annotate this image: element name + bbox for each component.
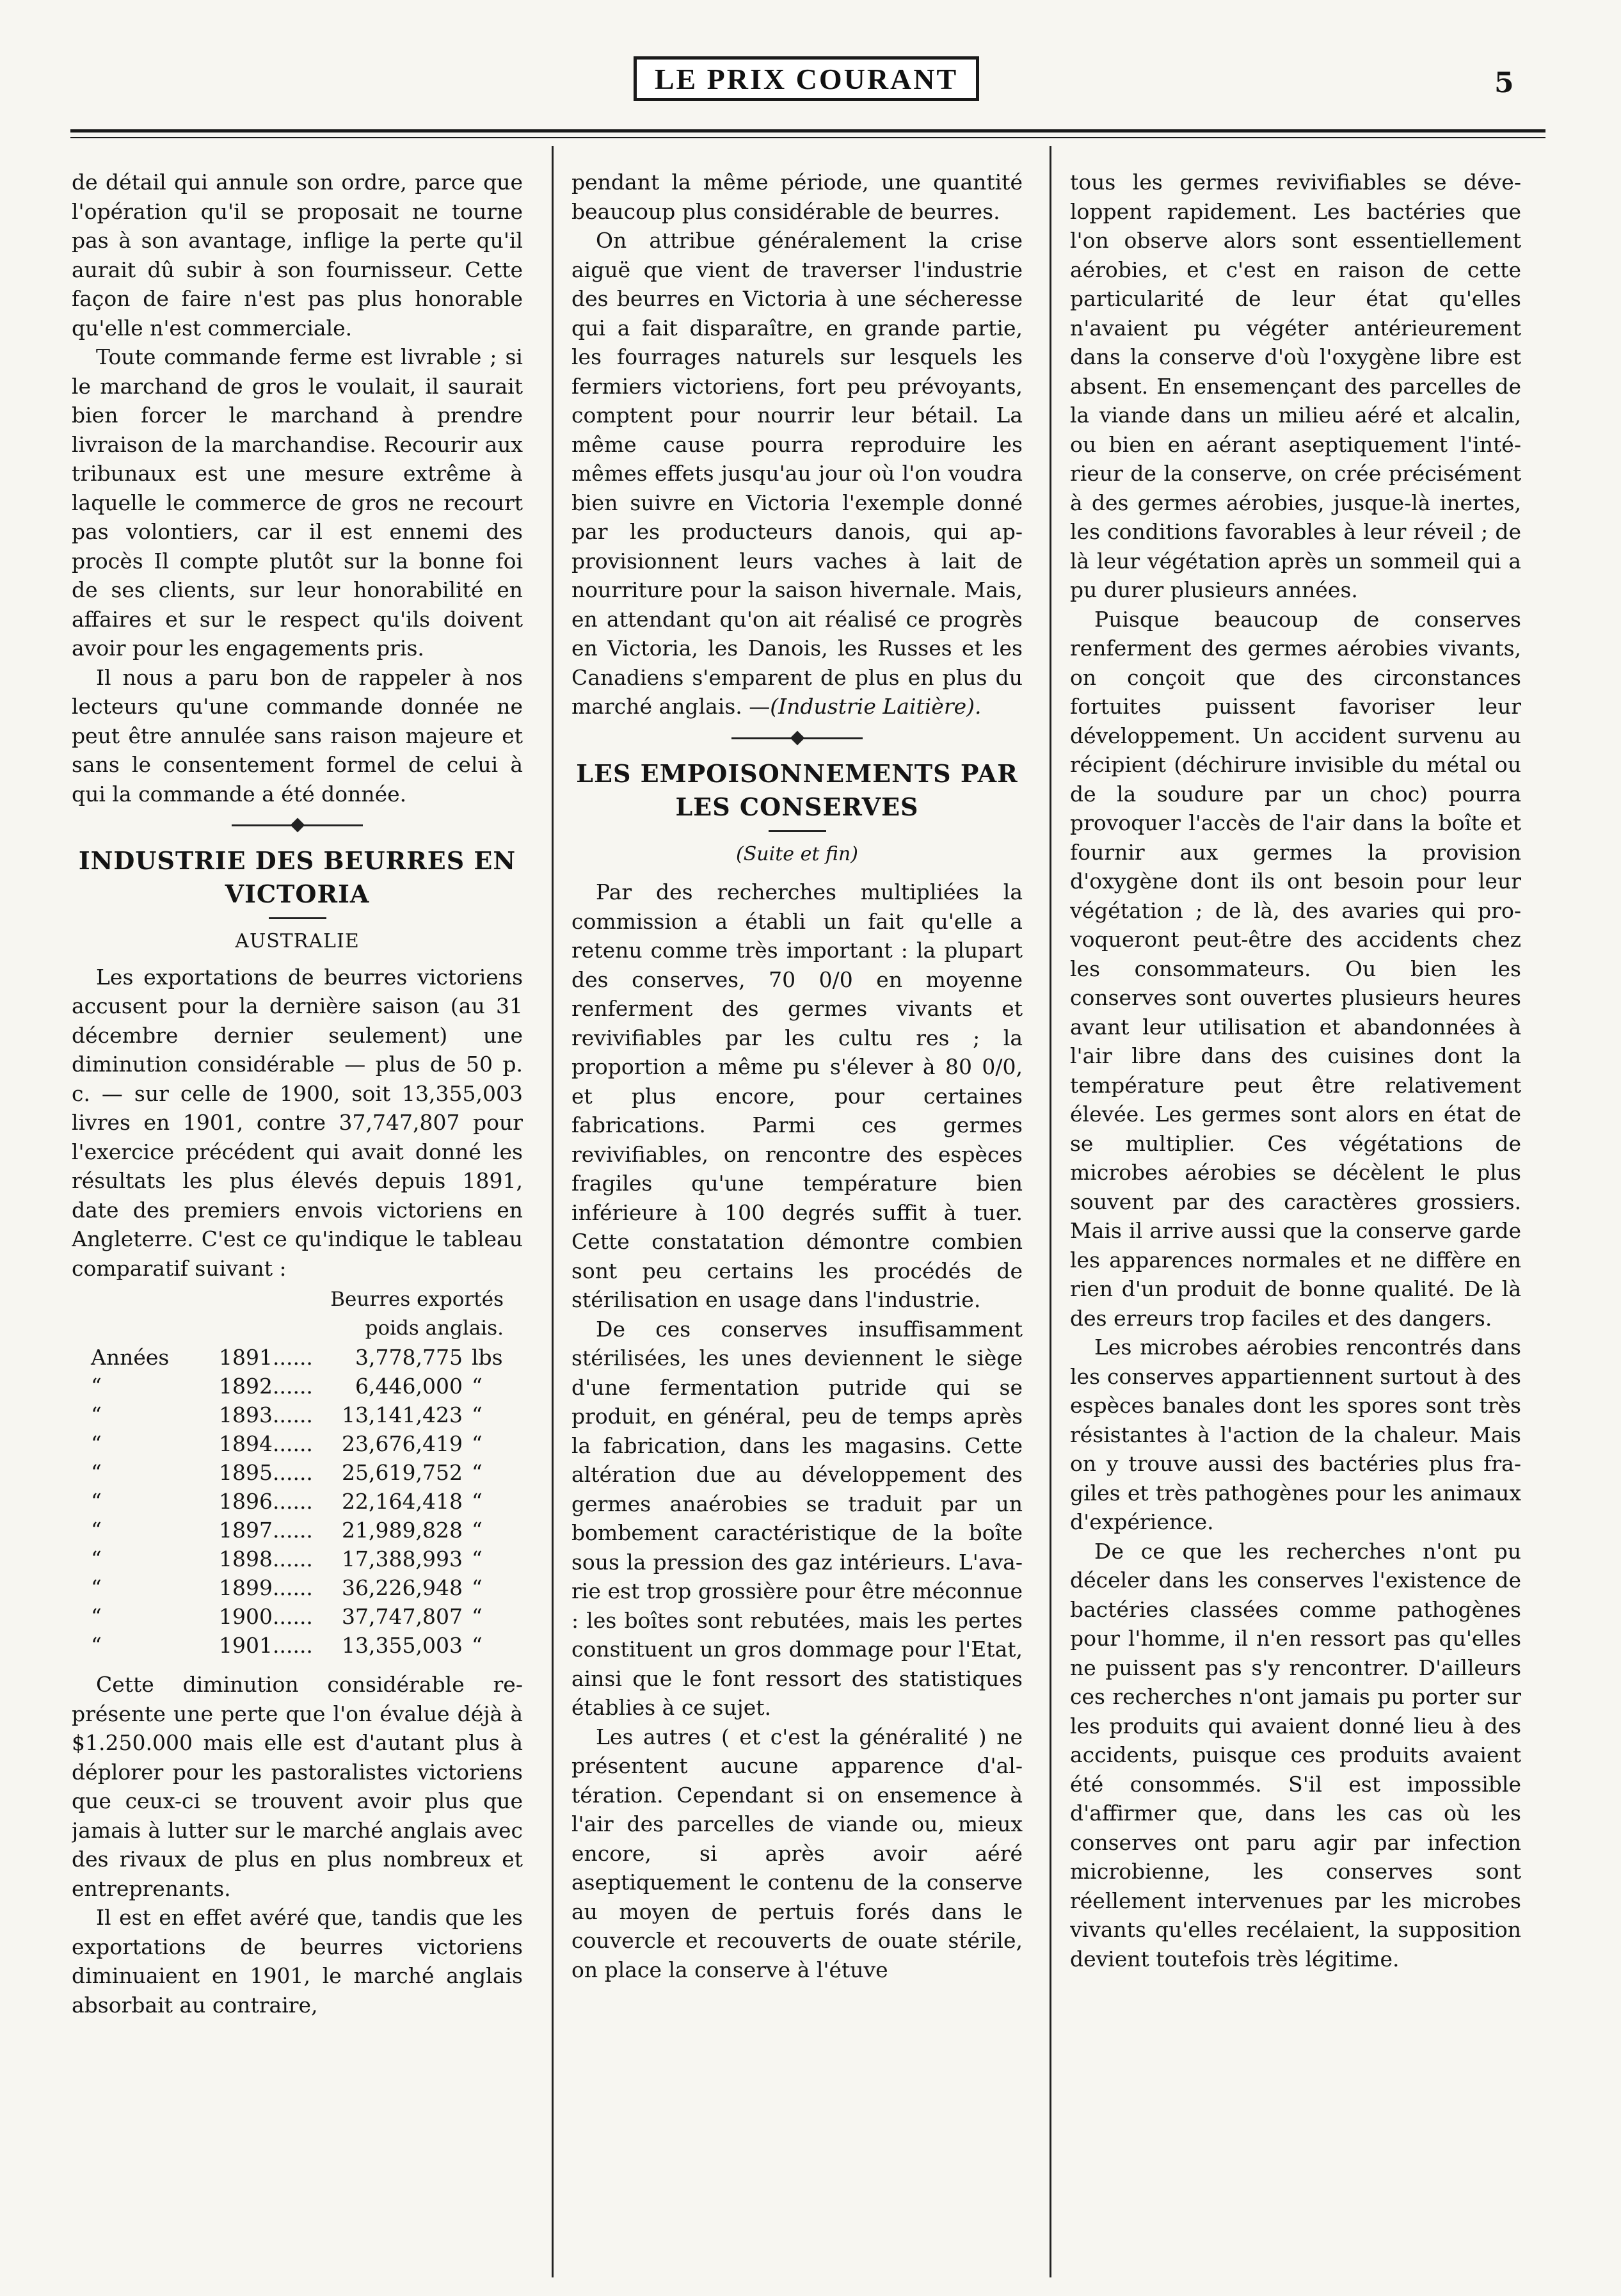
paragraph-text: On attribue généralement la crise aiguë que vient de traverser l'industrie des beurres en Victoria à une sécheresse qui a fait disparaître, en grande partie, les fourrages naturels sur lesquels les fermiers victoriens, fort peu prévoyants, comptent pour nourrir leur bétail. La même cause pourra reproduire les mêmes effets jusqu'au jour où l'on voudra bien suivre en Victoria l'exemple donné par les producteurs danois, qui approvisionnent leurs vaches à lait de nourriture pour la saison hivernale. Mais, en attendant qu'on ait réalisé ce progrès en Victoria, les Danois, les Russes et les Canadiens s'emparent de plus en plus du marché anglais. — — [571, 228, 1023, 719]
source-citation: (Industrie Laitière). — [770, 694, 982, 719]
paragraph: De ce que les recherches n'ont pu déceler dans les conserves l'existence de bactéries classées comme pathogènes pour l'homme, il n'en ressort pas qu'elles ne puissent pas s'y rencontrer. D'ailleurs ces recherches n'ont jamais pu porter sur les produits qui avaient donné lieu à des accidents, puisque ces produits avaient été consommés. S'il est impossible d'affirmer que, dans les cas où les conserves ont paru agir par infection microbienne, les conserves sont réellement intervenues par les microbes vivants qu'elles recélaient, la supposition devient toutefois très légitime. — [1070, 1538, 1521, 1971]
paragraph: Les microbes aérobies rencontrés dans les conserves appartiennent surtout à des espèces banales dont les spores sont très résistantes à l'action de la chaleur. Mais on y trouve aussi des bactéries plus fragiles et très pathogènes pour les animaux d'expérience. — [1070, 1335, 1521, 1534]
section-ornament — [571, 725, 1023, 751]
heading-rule — [769, 830, 826, 832]
article-subheading: (Suite et fin) — [736, 842, 858, 865]
row-label: “ — [91, 1374, 102, 1399]
paragraph: Il nous a paru bon de rappeler à nos lecteurs qu'une commande donnée ne peut être annulée sans raison majeure et sans le consentement formel de celui à qui la commande a été donnée. — [72, 664, 523, 807]
row-value: 21,989,828 — [342, 1518, 463, 1543]
paragraph — [571, 226, 1023, 721]
article-heading: LES EMPOISONNEMENTS PAR LES CONSERVES — [576, 759, 1018, 821]
table-row — [72, 1573, 523, 1602]
row-unit: “ — [472, 1431, 483, 1456]
paragraph: Par des recherches multipliées la commission a établi un fait qu'elle a retenu comme très important : la plupart des conserves, 70 0/0 en moyenne renferment des germes vivants et revivifiables par les cultu res ; la proportion a même pu s'élever à 80 0/0, et plus encore, pour certaines fabrications. Parmi ces germes revivifiables, on rencontre des espèces fragiles qu'une température bien inférieure à 100 degrés suffit à tuer. Cette constatation démontre combien sont peu certains les procédés de stérilisation en usage dans l'industrie. — [571, 879, 1023, 1312]
row-year: 1895...... — [219, 1460, 313, 1485]
row-value: 13,355,003 — [342, 1633, 463, 1658]
paragraph: de détail qui annule son ordre, parce que l'opération qu'il se proposait ne tourne pas à son avantage, inflige la perte qu'il aurait dû subir à son fournisseur. Cette façon de faire n'est pas plus honorable qu'elle n'est commerciale. — [72, 170, 523, 341]
newspaper-logo: LE PRIX COURANT — [634, 56, 979, 101]
paragraph: pendant la même période, une quantité beaucoup plus considérable de beurres. — [571, 170, 1023, 224]
row-unit: “ — [472, 1460, 483, 1485]
heading-rule — [269, 917, 326, 919]
row-year: 1894...... — [219, 1431, 313, 1456]
row-label: “ — [91, 1460, 102, 1485]
table-row — [72, 1516, 523, 1545]
paragraph: Toute commande ferme est livrable ; si le marchand de gros le voulait, il saurait bien forcer le marchand à prendre livraison de la marchandise. Recourir aux tribunaux est une mesure extrême à laquelle le commerce de gros ne recourt pas volontiers, car il est ennemi des procès Il compte plutôt sur la bonne foi de ses clients, sur leur honorabilité en affaires et sur le respect qu'ils doivent avoir pour les engagements pris. — [72, 344, 523, 661]
header-rule-thin — [70, 137, 1545, 138]
column-3 — [1070, 168, 1521, 2280]
table-row — [72, 1487, 523, 1516]
row-value: 22,164,418 — [342, 1489, 463, 1514]
row-year: 1892...... — [219, 1374, 313, 1399]
row-year: 1899...... — [219, 1575, 313, 1600]
table-row — [72, 1429, 523, 1458]
column-divider — [552, 146, 554, 2277]
row-label: “ — [91, 1489, 102, 1514]
table-row — [72, 1343, 523, 1372]
row-value: 3,778,775 — [355, 1345, 463, 1370]
header-rule — [70, 129, 1545, 132]
row-year: 1897...... — [219, 1518, 313, 1543]
row-label: Années — [91, 1345, 170, 1370]
row-label: “ — [91, 1518, 102, 1543]
row-unit: “ — [472, 1604, 483, 1629]
row-year: 1891...... — [219, 1345, 313, 1370]
table-row — [72, 1458, 523, 1487]
paragraph: Puisque beaucoup de conserves renferment des germes aérobies vivants, on conçoit que des circonstances fortuites puissent favoriser leur développement. Un accident survenu au récipient (déchirure invisible du métal ou de la soudure par un choc) pourra provoquer l'accès de l'air dans la boîte et fournir aux germes la provision d'oxygène dont ils ont besoin pour leur végétation ; de là, des avaries qui provoqueront peut-être des accidents chez les consommateurs. Ou bien les conserves sont ouvertes plusieurs heures avant leur utilisation et abandonnées à l'air libre dans des cuisines dont la température peut être relativement élevée. Les germes sont alors en état de se multiplier. Ces végétations de microbes aérobies se décèlent le plus souvent par des caractères grossiers. Mais il arrive aussi que la conserve garde les apparences normales et ne diffère en rien d'un produit de bonne qualité. De là des erreurs trop faciles et des dangers. — [1070, 606, 1521, 1331]
row-label: “ — [91, 1402, 102, 1427]
table-row — [72, 1631, 523, 1660]
table-row — [72, 1602, 523, 1631]
row-year: 1893...... — [219, 1402, 313, 1427]
row-value: 13,141,423 — [342, 1402, 463, 1427]
row-label: “ — [91, 1546, 102, 1571]
row-unit: “ — [472, 1546, 483, 1571]
row-year: 1898...... — [219, 1546, 313, 1571]
article-heading: INDUSTRIE DES BEURRES EN VICTORIA — [78, 846, 516, 908]
table-row — [72, 1401, 523, 1429]
row-year: 1896...... — [219, 1489, 313, 1514]
column-2 — [571, 168, 1023, 2280]
row-label: “ — [91, 1431, 102, 1456]
row-unit: “ — [472, 1489, 483, 1514]
row-value: 23,676,419 — [342, 1431, 463, 1456]
table-header: poids anglais. — [365, 1317, 504, 1340]
row-label: “ — [91, 1633, 102, 1658]
section-ornament — [72, 812, 523, 838]
paragraph: Il est en effet avéré que, tandis que les exportations de beurres victoriens diminuaient en 1901, le marché anglais absorbait au contraire, — [72, 1905, 523, 2018]
article-subheading: AUSTRALIE — [235, 930, 360, 952]
column-1 — [72, 168, 523, 2280]
row-value: 37,747,807 — [342, 1604, 463, 1629]
row-label: “ — [91, 1604, 102, 1629]
paragraph: Les autres ( et c'est la généralité ) ne présentent aucune apparence d'altération. Cependant si on ensemence à l'air des parcelles de viande ou, mieux encore, si après avoir aéré aseptiquement le contenu de la conserve au moyen de pertuis forés dans le couvercle et recouverts de ouate stérile, on place la conserve à l'étuve — [571, 1724, 1023, 1982]
row-value: 25,619,752 — [342, 1460, 463, 1485]
table-row — [72, 1372, 523, 1401]
row-unit: “ — [472, 1402, 483, 1427]
paragraph: Les exportations de beurres victoriens accusent pour la dernière saison (au 31 décembre dernier seulement) une diminution considérable — plus de 50 p. c. — sur celle de 1900, soit 13,355,003 livres en 1901, contre 37,747,807 pour l'exercice précédent qui avait donné les résultats les plus élevés depuis 1891, date des premiers envois victoriens en Angleterre. C'est ce qu'indique le tableau comparatif suivant : — [72, 964, 523, 1281]
table-header: Beurres exportés — [330, 1288, 504, 1311]
row-year: 1901...... — [219, 1633, 313, 1658]
row-value: 6,446,000 — [355, 1374, 463, 1399]
paragraph: Cette diminution considérable représente une perte que l'on évalue déjà à $1.250.000 mais elle est d'autant plus à déplorer pour les pastoralistes victoriens que ceux-ci se trouvent avoir plus que jamais à lutter sur le marché anglais avec des rivaux de plus en plus nombreux et entreprenants. — [72, 1672, 523, 1901]
page-number: 5 — [1494, 67, 1514, 99]
row-unit: lbs — [472, 1345, 503, 1370]
row-unit: “ — [472, 1518, 483, 1543]
paragraph: tous les germes revivifiables se développent rapidement. Les bactéries que l'on observe alors sont essentiellement aérobies, et c'est en raison de cette particularité de leur état qu'elles n'avaient pu végéter antérieurement dans la conserve d'où l'oxygène libre est absent. En ensemençant des parcelles de la viande dans un milieu aéré et alcalin, ou bien en aérant aseptiquement l'intérieur de la conserve, on crée précisément à des germes aérobies, jusque-là inertes, les conditions favorables à leur réveil ; de là leur végétation après un sommeil qui a pu durer plusieurs années. — [1070, 170, 1521, 602]
row-value: 17,388,993 — [342, 1546, 463, 1571]
row-unit: “ — [472, 1633, 483, 1658]
row-unit: “ — [472, 1374, 483, 1399]
row-label: “ — [91, 1575, 102, 1600]
exports-table — [72, 1285, 523, 1660]
row-value: 36,226,948 — [342, 1575, 463, 1600]
paragraph: De ces conserves insuffisamment stérilisées, les unes deviennent le siège d'une fermentation putride qui se produit, en général, peu de temps après la fabrication, dans les magasins. Cette altération due au développement des germes anaérobies se traduit par un bombement caractéristique de la boîte sous la pression des gaz intérieurs. L'avarie est trop grossière pour être méconnue : les boîtes sont rebutées, mais les pertes constituent un gros dommage pour l'Etat, ainsi que le font ressort des statistiques établies à ce sujet. — [571, 1316, 1023, 1720]
masthead — [0, 0, 1621, 147]
row-year: 1900...... — [219, 1604, 313, 1629]
row-unit: “ — [472, 1575, 483, 1600]
column-divider — [1050, 146, 1051, 2277]
table-row — [72, 1545, 523, 1573]
